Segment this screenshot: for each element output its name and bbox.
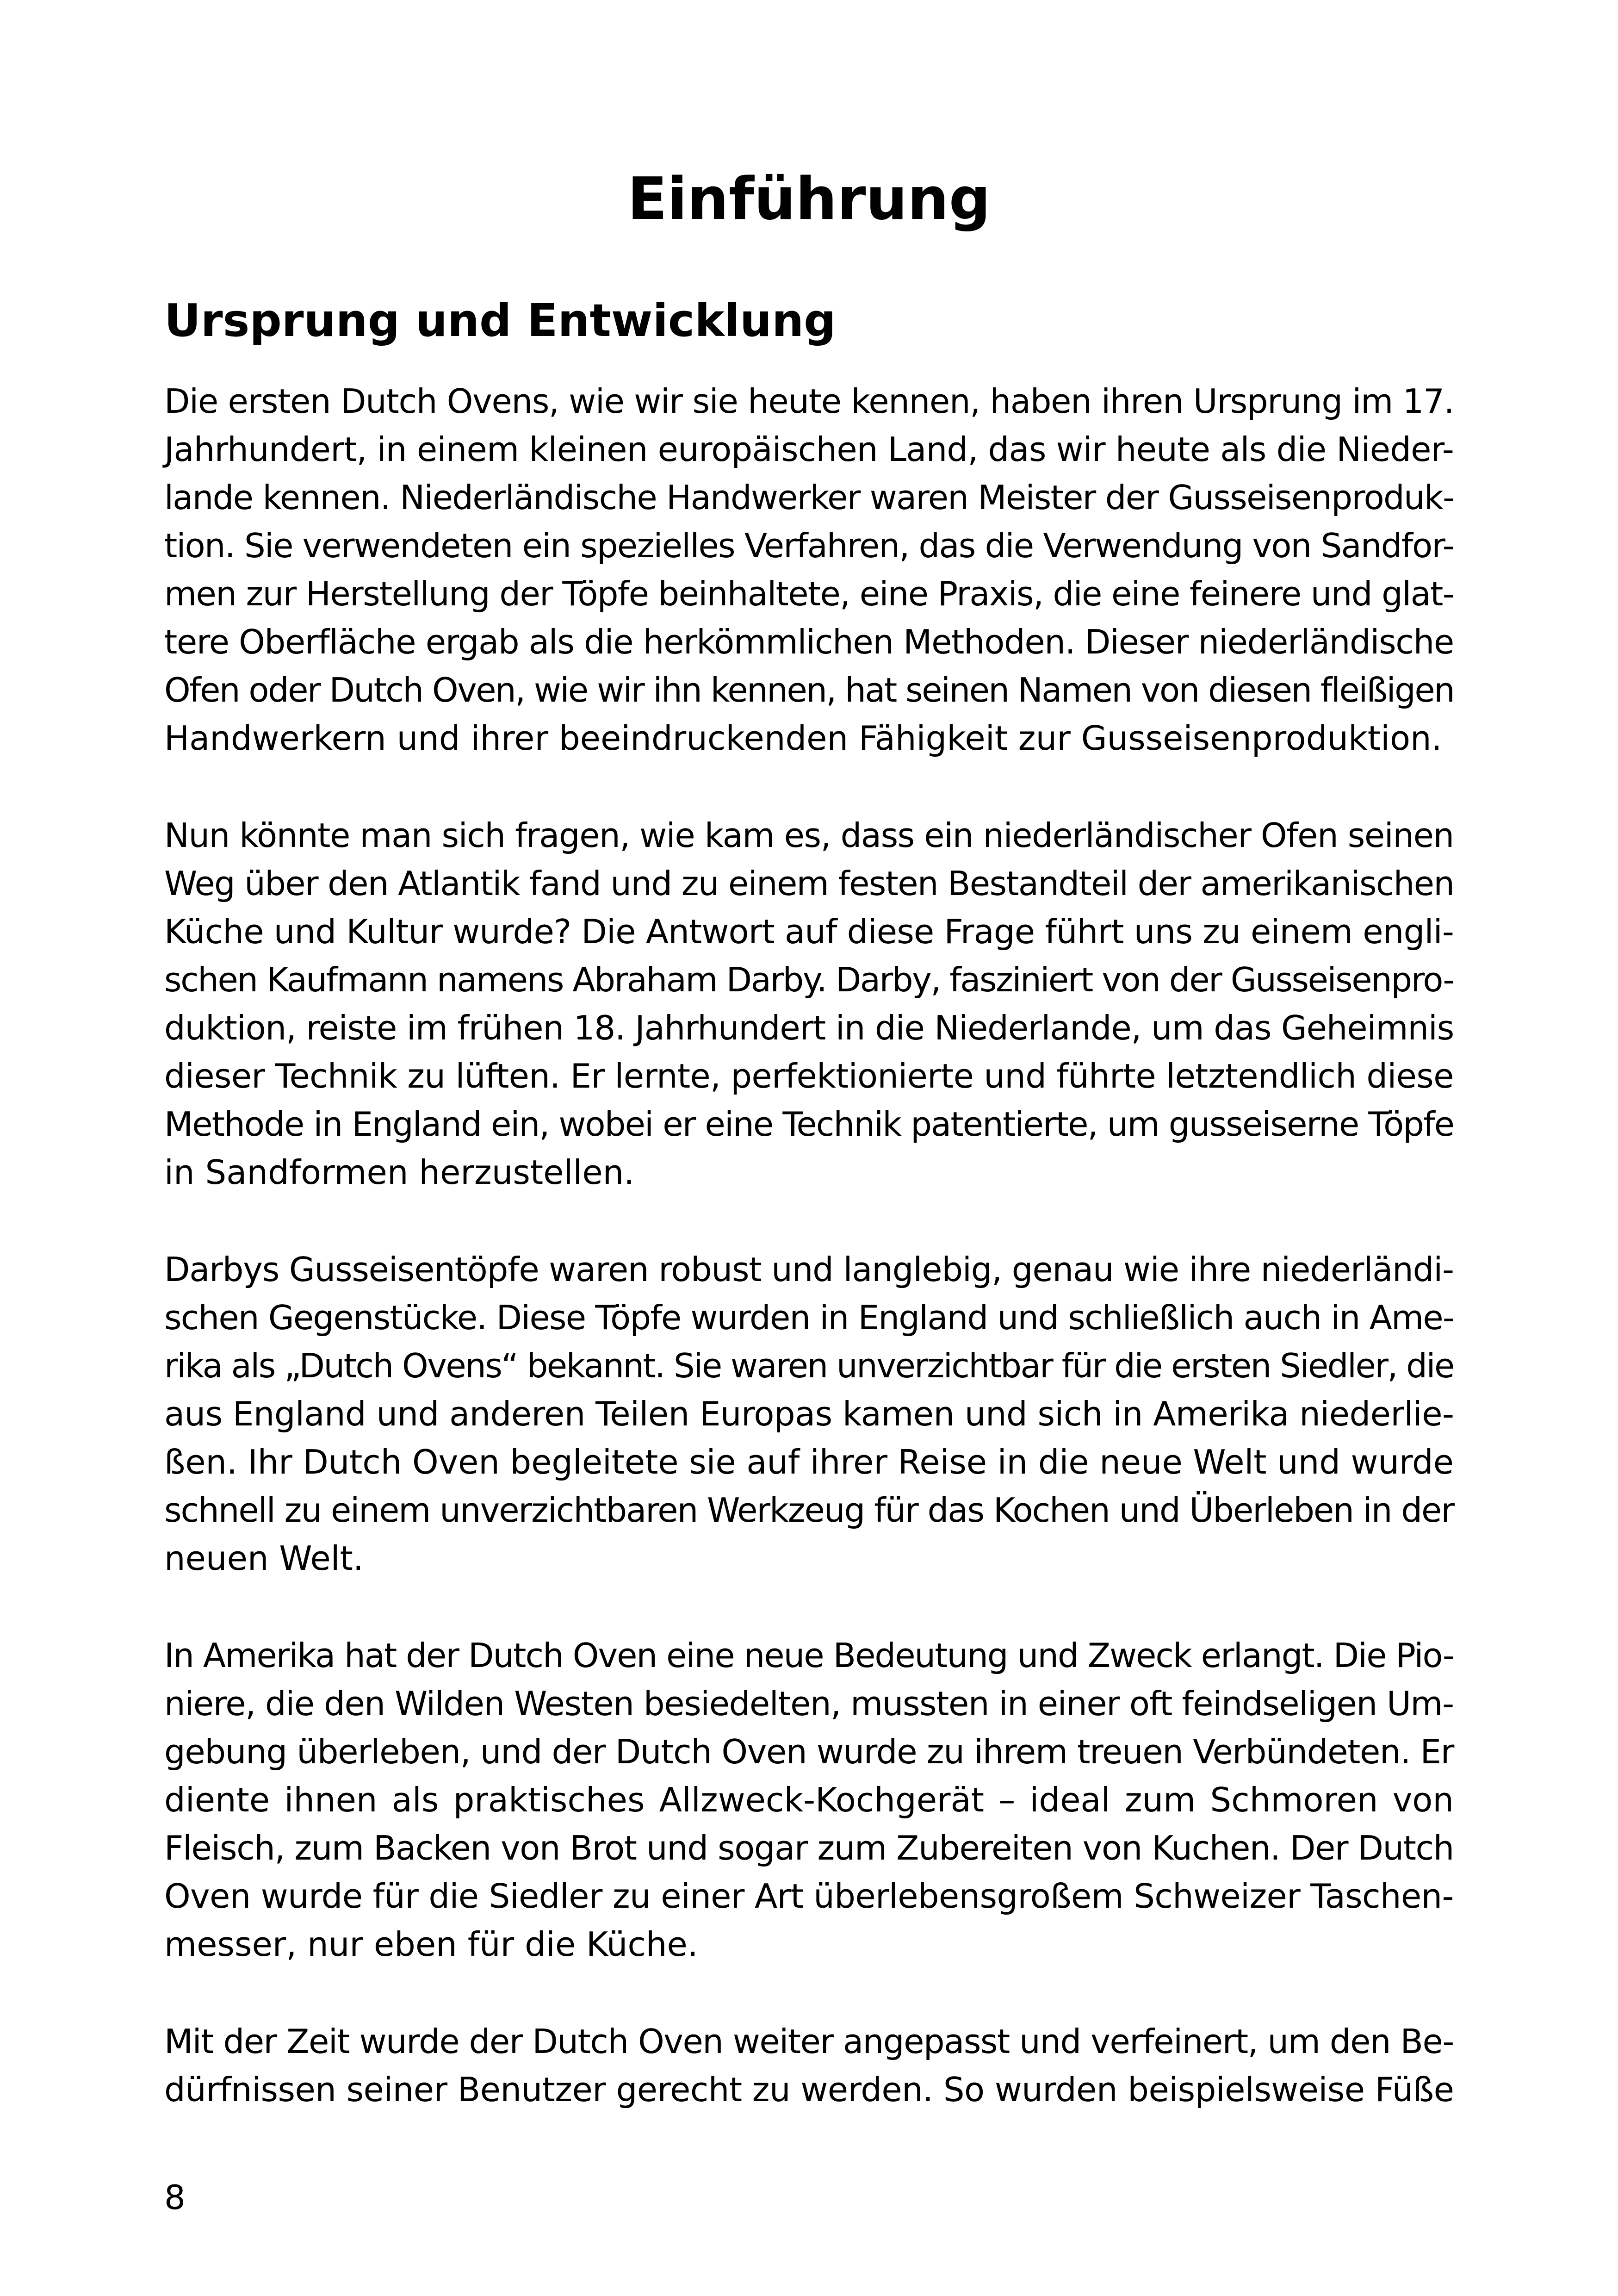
text-line: messer, nur eben für die Küche. [164, 1925, 698, 1964]
section-heading: Ursprung und Entwicklung [164, 294, 836, 347]
text-line: dieser Technik zu lüften. Er lernte, perfektionierte und führte letztendlich diese [164, 1057, 1454, 1095]
paragraph [164, 1631, 1454, 1968]
text-line: Fleisch, zum Backen von Brot und sogar zum Zubereiten von Kuchen. Der Dutch [164, 1829, 1454, 1867]
chapter-title: Einführung [627, 165, 991, 233]
text-line: tere Oberfläche ergab als die herkömmlichen Methoden. Dieser niederländische [164, 622, 1454, 661]
text-line: in Sandformen herzustellen. [164, 1153, 635, 1192]
text-line: niere, die den Wilden Westen besiedelten, mussten in einer oft feindseligen Um- [164, 1684, 1454, 1723]
paragraph [164, 377, 1454, 762]
text-line: ßen. Ihr Dutch Oven begleitete sie auf ihrer Reise in die neue Welt und wurde [164, 1443, 1454, 1481]
text-line: schnell zu einem unverzichtbaren Werkzeug für das Kochen und Überleben in der [164, 1491, 1454, 1530]
text-line: Weg über den Atlantik fand und zu einem festen Bestandteil der amerikanischen [164, 864, 1454, 903]
text-line: Ofen oder Dutch Oven, wie wir ihn kennen, hat seinen Namen von diesen fleißigen [164, 671, 1454, 709]
paragraph [164, 811, 1454, 1196]
page-number: 8 [164, 2178, 186, 2217]
text-line: duktion, reiste im frühen 18. Jahrhundert in die Niederlande, um das Geheimnis [164, 1008, 1454, 1047]
paragraph [164, 2017, 1454, 2114]
text-line: Jahrhundert, in einem kleinen europäischen Land, das wir heute als die Nieder- [164, 430, 1454, 469]
text-line: aus England und anderen Teilen Europas kamen und sich in Amerika niederlie- [164, 1394, 1454, 1433]
text-line: Oven wurde für die Siedler zu einer Art überlebensgroßem Schweizer Taschen- [164, 1877, 1454, 1916]
text-line: Mit der Zeit wurde der Dutch Oven weiter angepasst und verfeinert, um den Be- [164, 2022, 1454, 2061]
text-line: lande kennen. Niederländische Handwerker waren Meister der Gusseisenproduk- [164, 478, 1454, 517]
text-line: tion. Sie verwendeten ein spezielles Verfahren, das die Verwendung von Sandfor- [164, 526, 1454, 565]
text-line: In Amerika hat der Dutch Oven eine neue Bedeutung und Zweck erlangt. Die Pio- [164, 1636, 1454, 1675]
paragraph-gap [164, 1582, 1454, 1631]
text-line: Darbys Gusseisentöpfe waren robust und langlebig, genau wie ihre niederländi- [164, 1250, 1454, 1289]
text-line: gebung überleben, und der Dutch Oven wurde zu ihrem treuen Verbündeten. Er [164, 1732, 1454, 1771]
text-line: men zur Herstellung der Töpfe beinhaltete, eine Praxis, die eine feinere und glat- [164, 574, 1454, 613]
text-line: Küche und Kultur wurde? Die Antwort auf diese Frage führt uns zu einem engli- [164, 912, 1454, 951]
paragraph-gap [164, 1196, 1454, 1245]
text-line: schen Kaufmann namens Abraham Darby. Darby, fasziniert von der Gusseisenpro- [164, 960, 1454, 999]
text-line: Nun könnte man sich fragen, wie kam es, dass ein niederländischer Ofen seinen [164, 816, 1454, 855]
text-line: schen Gegenstücke. Diese Töpfe wurden in England und schließlich auch in Ame- [164, 1298, 1454, 1337]
text-line: diente ihnen als praktisches Allzweck-Kochgerät – ideal zum Schmoren von [164, 1780, 1454, 1819]
text-line: Handwerkern und ihrer beeindruckenden Fähigkeit zur Gusseisenproduktion. [164, 719, 1442, 758]
text-line: Methode in England ein, wobei er eine Technik patentierte, um gusseiserne Töpfe [164, 1105, 1454, 1144]
paragraph-gap [164, 762, 1454, 811]
paragraph-gap [164, 1968, 1454, 2017]
paragraph [164, 1245, 1454, 1582]
text-line: rika als „Dutch Ovens“ bekannt. Sie waren unverzichtbar für die ersten Siedler, die [164, 1346, 1454, 1385]
body-text [164, 377, 1454, 2114]
text-line: dürfnissen seiner Benutzer gerecht zu werden. So wurden beispielsweise Füße [164, 2070, 1454, 2109]
text-line: Die ersten Dutch Ovens, wie wir sie heute kennen, haben ihren Ursprung im 17. [164, 382, 1454, 421]
text-line: neuen Welt. [164, 1539, 364, 1578]
